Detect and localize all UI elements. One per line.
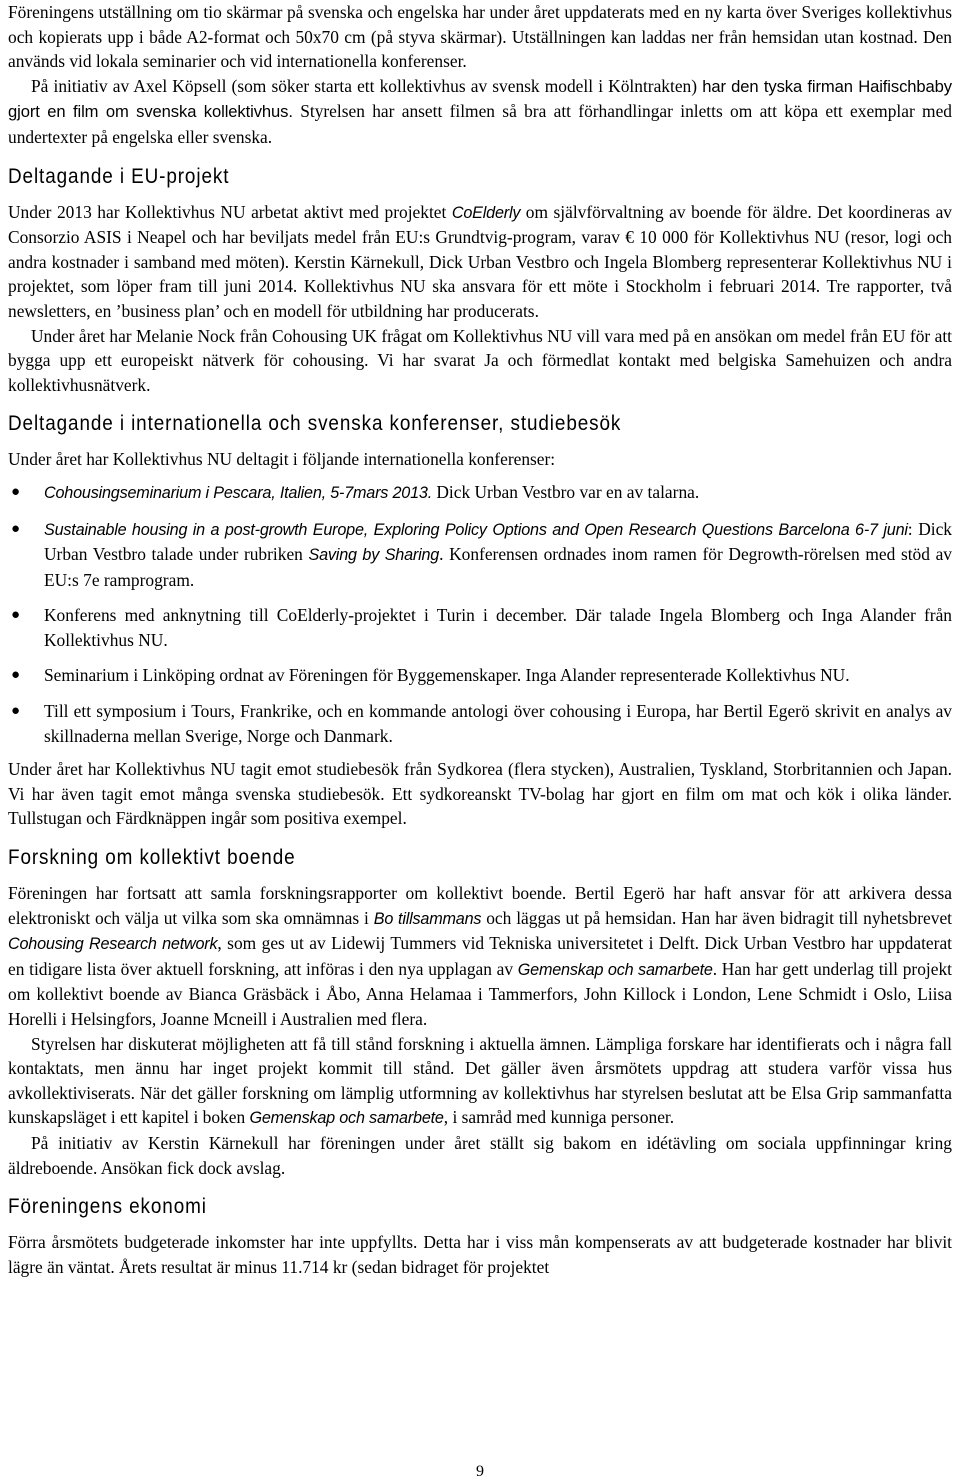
bullet-icon: ● <box>11 520 21 537</box>
heading-economy: Föreningens ekonomi <box>8 1195 207 1219</box>
conference-text-end: . Konferensen ordnades inom ramen för Degrowth-rörelsen med stöd av EU:s 7e ramprogram. <box>44 544 953 590</box>
film-text-start: På initiativ av Axel Köpsell (som söker starta ett kollektivhus av svensk modell i Kölntrakten) <box>31 75 703 96</box>
list-item <box>8 663 952 688</box>
board-research-text: Styrelsen har diskuterat möjligheten att få till stånd forskning i aktuella ämnen. Lämpliga forskare har identifierats och i några fall kontaktats, men ännu har inget projekt kommit till stånd. Det gäller även årsmötets uppdrag att studera varför vissa hus avkollektiviserats. När det gäller forskning om lämplig utformning av kollektivhus har styrelsen beslutat att be Elsa Grip sammanfatta kunskapsläget i ett kapitel i boken <box>8 1033 952 1128</box>
conference-text: Konferens med anknytning till CoElderly-projektet i Turin i december. Där talade Ingela Blomberg och Inga Alander från Kollektivhus NU. <box>44 605 952 650</box>
bullet-icon: ● <box>11 483 21 500</box>
paragraph-board-research <box>8 1032 952 1131</box>
list-item <box>8 603 952 652</box>
research-text-2: och läggas ut på hemsidan. Han har även bidragit till nyhetsbrevet <box>481 907 952 928</box>
conference-list <box>8 480 952 748</box>
paragraph-research <box>8 881 952 1032</box>
conference-title: Sustainable housing in a post-growth Europe, Exploring Policy Options and Open Research Questions Barcelona 6-7 juni <box>44 520 908 539</box>
heading-conferences: Deltagande i internationella och svenska konferenser, studiebesök <box>8 412 622 436</box>
bullet-icon: ● <box>11 607 21 624</box>
list-item <box>8 480 952 506</box>
talk-title: Saving by Sharing <box>308 546 440 565</box>
conference-text: Seminarium i Linköping ordnat av Föreningen för Byggemenskaper. Inga Alander representerade Kollektivhus NU. <box>44 665 850 686</box>
coelderly-project-name: CoElderly <box>451 203 521 222</box>
list-item <box>8 699 952 748</box>
paragraph-economy: Förra årsmötets budgeterade inkomster har inte uppfyllts. Detta har i viss mån kompenserats av att budgeterade kostnader har blivit lägre än väntat. Årets resultat är minus 11.714 kr (sedan bidraget för projektet <box>8 1232 952 1277</box>
list-item <box>8 517 952 593</box>
research-text-4: . Han har gett underlag till projekt om kollektivt boende av Bianca Gräsbäck i Åbo, Anna Helamaa i Tammerfors, John Killock i London, Lene Schmidt i Oslo, Liisa Horelli i Helsingfors, Joanne Mcneill i Australien med flera. <box>8 958 952 1029</box>
board-research-text-end: , i samråd med kunniga personer. <box>443 1107 675 1128</box>
coelderly-text-end: om självförvaltning av boende för äldre. Det koordineras av Consorzio ASIS i Neapel och har beviljats medel från EU:s Grundtvig-program, varav € 10 000 för Kollektivhus NU (resor, logi och andra kostnader i samband med möten). Kerstin Kärnekull, Dick Urban Vestbro och Ingela Blomberg representerar Kollektivhus NU i projektet, som löper fram till juni 2014. Kollektivhus NU ska ansvara för ett möte i Stockholm i februari 2014. Tre rapporter, två newsletters, en ’business plan’ och en modell för utbildning har producerats. <box>8 201 952 321</box>
paragraph-exhibition: Föreningens utställning om tio skärmar på svenska och engelska har under året uppdaterats med en ny karta över Sveriges kollektivhus och kopierats upp i både A2-format och 50x70 cm (på styva skärmar). Utställningen kan laddas ner från hemsidan utan kostnad. Den används vid lokala seminarier och vid internationella konferenser. <box>8 2 952 72</box>
paragraph-cohousing-uk: Under året har Melanie Nock från Cohousing UK frågat om Kollektivhus NU vill vara med på en ansökan om medel från EU för att bygga upp ett europeiskt nätverk för cohousing. Vi har svarat Ja och förmedlat kontakt med belgiska Samehuizen och andra kollektivhusnätverk. <box>8 325 952 395</box>
film-text-sans: har den tyska firman Haifischbaby gjort en film om svenska kollektivhus. <box>8 76 953 122</box>
research-text-3: , som ges ut av Lidewij Tummers vid Tekniska universitetet i Delft. Dick Urban Vestbro har uppdaterat en tidigare lista över aktuell forskning, att införas i den nya upplagan av <box>8 933 952 979</box>
conference-text: : Dick Urban Vestbro talade under rubriken <box>44 518 953 565</box>
paragraph-conferences-intro: Under året har Kollektivhus NU deltagit i följande internationella konferenser: <box>8 449 556 470</box>
heading-eu-project: Deltagande i EU-projekt <box>8 164 230 188</box>
publication-bo-tillsammans: Bo tillsammans <box>373 909 482 928</box>
book-title: Gemenskap och samarbete <box>517 960 713 979</box>
conference-title: Cohousingseminarium i Pescara, Italien, 5-7mars 2013. <box>44 483 432 502</box>
bullet-icon: ● <box>11 703 21 720</box>
coelderly-text-start: Under 2013 har Kollektivhus NU arbetat aktivt med projektet <box>8 201 452 222</box>
conference-text: Till ett symposium i Tours, Frankrike, och en kommande antologi över cohousing i Europa, har Bertil Egerö skrivit en analys av skillnaderna mellan Sverige, Norge och Danmark. <box>44 701 952 746</box>
heading-research: Forskning om kollektivt boende <box>8 846 296 870</box>
book-title: Gemenskap och samarbete <box>249 1109 444 1128</box>
bullet-icon: ● <box>11 667 21 684</box>
film-text-end: Styrelsen har ansett filmen så bra att förhandlingar inletts om att köpa ett exemplar med undertexter på engelska eller svenska. <box>8 101 952 147</box>
paragraph-study-visits: Under året har Kollektivhus NU tagit emot studiebesök från Sydkorea (flera stycken), Australien, Tyskland, Storbritannien och Japan. Vi har även tagit emot många svenska studiebesök. Ett sydkoreanskt TV-bolag har gjort en film om mat och kök i olika länder. Tullstugan och Färdknäppen ingår som positiva exempel. <box>8 759 952 829</box>
page-number: 9 <box>476 1463 484 1480</box>
paragraph-idea-competition: På initiativ av Kerstin Kärnekull har föreningen under året ställt sig bakom en idétävling om sociala uppfinningar kring äldreboende. Ansökan fick dock avslag. <box>8 1132 952 1178</box>
research-text-1: Föreningen har fortsatt att samla forskningsrapporter om kollektivt boende. Bertil Egerö har haft ansvar för att arkivera dessa elektroniskt och välja ut vilka som ska omnämnas i <box>8 883 952 928</box>
newsletter-name: Cohousing Research network <box>8 935 218 954</box>
paragraph-film <box>8 74 952 150</box>
conference-text: Dick Urban Vestbro var en av talarna. <box>432 481 700 502</box>
paragraph-coelderly <box>8 200 952 324</box>
